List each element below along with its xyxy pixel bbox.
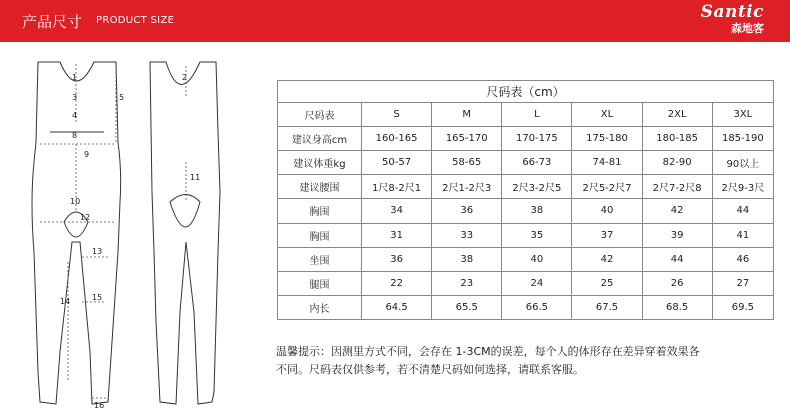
- measure-mark: 3: [72, 93, 78, 102]
- table-cell: 40: [572, 199, 642, 223]
- table-cell: 165-170: [432, 127, 502, 151]
- garment-diagram: [20, 52, 245, 414]
- table-cell: 26: [642, 271, 712, 295]
- note-line: 温馨提示：因测里方式不同，会存在 1-3CM的误差，每个人的体形存在差异穿着效果各: [276, 345, 700, 358]
- table-cell: 1尺8-2尺1: [362, 175, 432, 199]
- table-cell: 2尺7-2尺8: [642, 175, 712, 199]
- table-cell: 68.5: [642, 295, 712, 319]
- table-row: [278, 151, 774, 175]
- table-cell: 33: [432, 223, 502, 247]
- brand-name-cn: 森地客: [731, 22, 764, 35]
- table-cell: 180-185: [642, 127, 712, 151]
- measure-mark: 8: [72, 131, 78, 140]
- table-cell: 腿围: [278, 271, 362, 295]
- table-cell: 90以上: [712, 151, 773, 175]
- table-cell: 建议腰围: [278, 175, 362, 199]
- measure-mark: 14: [60, 297, 71, 306]
- table-cell: 58-65: [432, 151, 502, 175]
- measure-mark: 1: [72, 73, 78, 82]
- size-table-title: 尺码表（cm）: [278, 81, 774, 103]
- table-cell: 170-175: [502, 127, 572, 151]
- table-cell: 82-90: [642, 151, 712, 175]
- table-cell: 50-57: [362, 151, 432, 175]
- measure-mark: 9: [84, 150, 90, 159]
- table-cell: 25: [572, 271, 642, 295]
- table-cell: 185-190: [712, 127, 773, 151]
- table-cell: 38: [502, 199, 572, 223]
- column-header: M: [432, 103, 502, 127]
- table-cell: 坐围: [278, 247, 362, 271]
- back-outline: [150, 62, 220, 404]
- column-header: 3XL: [712, 103, 773, 127]
- table-cell: 2尺3-2尺5: [502, 175, 572, 199]
- table-row: [278, 223, 774, 247]
- column-header: 2XL: [642, 103, 712, 127]
- table-cell: 2尺1-2尺3: [432, 175, 502, 199]
- column-header: S: [362, 103, 432, 127]
- brand-logo: [701, 2, 764, 36]
- table-cell: 42: [572, 247, 642, 271]
- measure-mark: 11: [190, 173, 201, 182]
- measure-mark: 2: [182, 73, 188, 82]
- measure-mark: 4: [72, 111, 78, 120]
- table-cell: 23: [432, 271, 502, 295]
- table-cell: 67.5: [572, 295, 642, 319]
- table-cell: 40: [502, 247, 572, 271]
- table-row: [278, 295, 774, 319]
- table-cell: 39: [642, 223, 712, 247]
- table-cell: 31: [362, 223, 432, 247]
- table-cell: 胸围: [278, 223, 362, 247]
- table-cell: 44: [712, 199, 773, 223]
- table-cell: 2尺5-2尺7: [572, 175, 642, 199]
- table-cell: 34: [362, 199, 432, 223]
- table-cell: 36: [432, 199, 502, 223]
- table-cell: 建议体重kg: [278, 151, 362, 175]
- header-bar: [0, 0, 790, 42]
- table-cell: 44: [642, 247, 712, 271]
- table-cell: 65.5: [432, 295, 502, 319]
- table-row: [278, 271, 774, 295]
- table-cell: 27: [712, 271, 773, 295]
- table-cell: 建议身高cm: [278, 127, 362, 151]
- table-cell: 36: [362, 247, 432, 271]
- brand-name: Santic: [700, 2, 764, 22]
- back-chamois: [170, 195, 200, 228]
- column-header: 尺码表: [278, 103, 362, 127]
- size-note: [276, 343, 776, 379]
- table-cell: 41: [712, 223, 773, 247]
- table-cell: 内长: [278, 295, 362, 319]
- table-cell: 胸围: [278, 199, 362, 223]
- table-cell: 175-180: [572, 127, 642, 151]
- table-cell: 42: [642, 199, 712, 223]
- table-row: [278, 199, 774, 223]
- table-cell: 66-73: [502, 151, 572, 175]
- measure-mark: 15: [92, 293, 103, 302]
- table-cell: 37: [572, 223, 642, 247]
- table-cell: 38: [432, 247, 502, 271]
- table-cell: 160-165: [362, 127, 432, 151]
- table-cell: 69.5: [712, 295, 773, 319]
- column-header: L: [502, 103, 572, 127]
- table-cell: 74-81: [572, 151, 642, 175]
- table-cell: 66.5: [502, 295, 572, 319]
- section-subtitle: PRODUCT SIZE: [96, 15, 175, 26]
- table-cell: 24: [502, 271, 572, 295]
- measure-mark: 12: [80, 213, 91, 222]
- column-header: XL: [572, 103, 642, 127]
- note-line: 不同。尺码表仅供参考，若不清楚尺码如何选择，请联系客服。: [276, 363, 584, 376]
- table-cell: 2尺9-3尺: [712, 175, 773, 199]
- table-header-row: [278, 103, 774, 127]
- table-cell: 64.5: [362, 295, 432, 319]
- measure-mark: 10: [70, 197, 81, 206]
- table-cell: 46: [712, 247, 773, 271]
- measure-mark: 13: [92, 247, 103, 256]
- section-title: 产品尺寸: [22, 13, 83, 31]
- table-cell: 35: [502, 223, 572, 247]
- measure-mark: 16: [94, 401, 105, 410]
- table-row: [278, 175, 774, 199]
- table-cell: 22: [362, 271, 432, 295]
- size-table: [277, 80, 774, 320]
- table-row: [278, 127, 774, 151]
- measure-mark: 5: [119, 93, 125, 102]
- table-row: [278, 247, 774, 271]
